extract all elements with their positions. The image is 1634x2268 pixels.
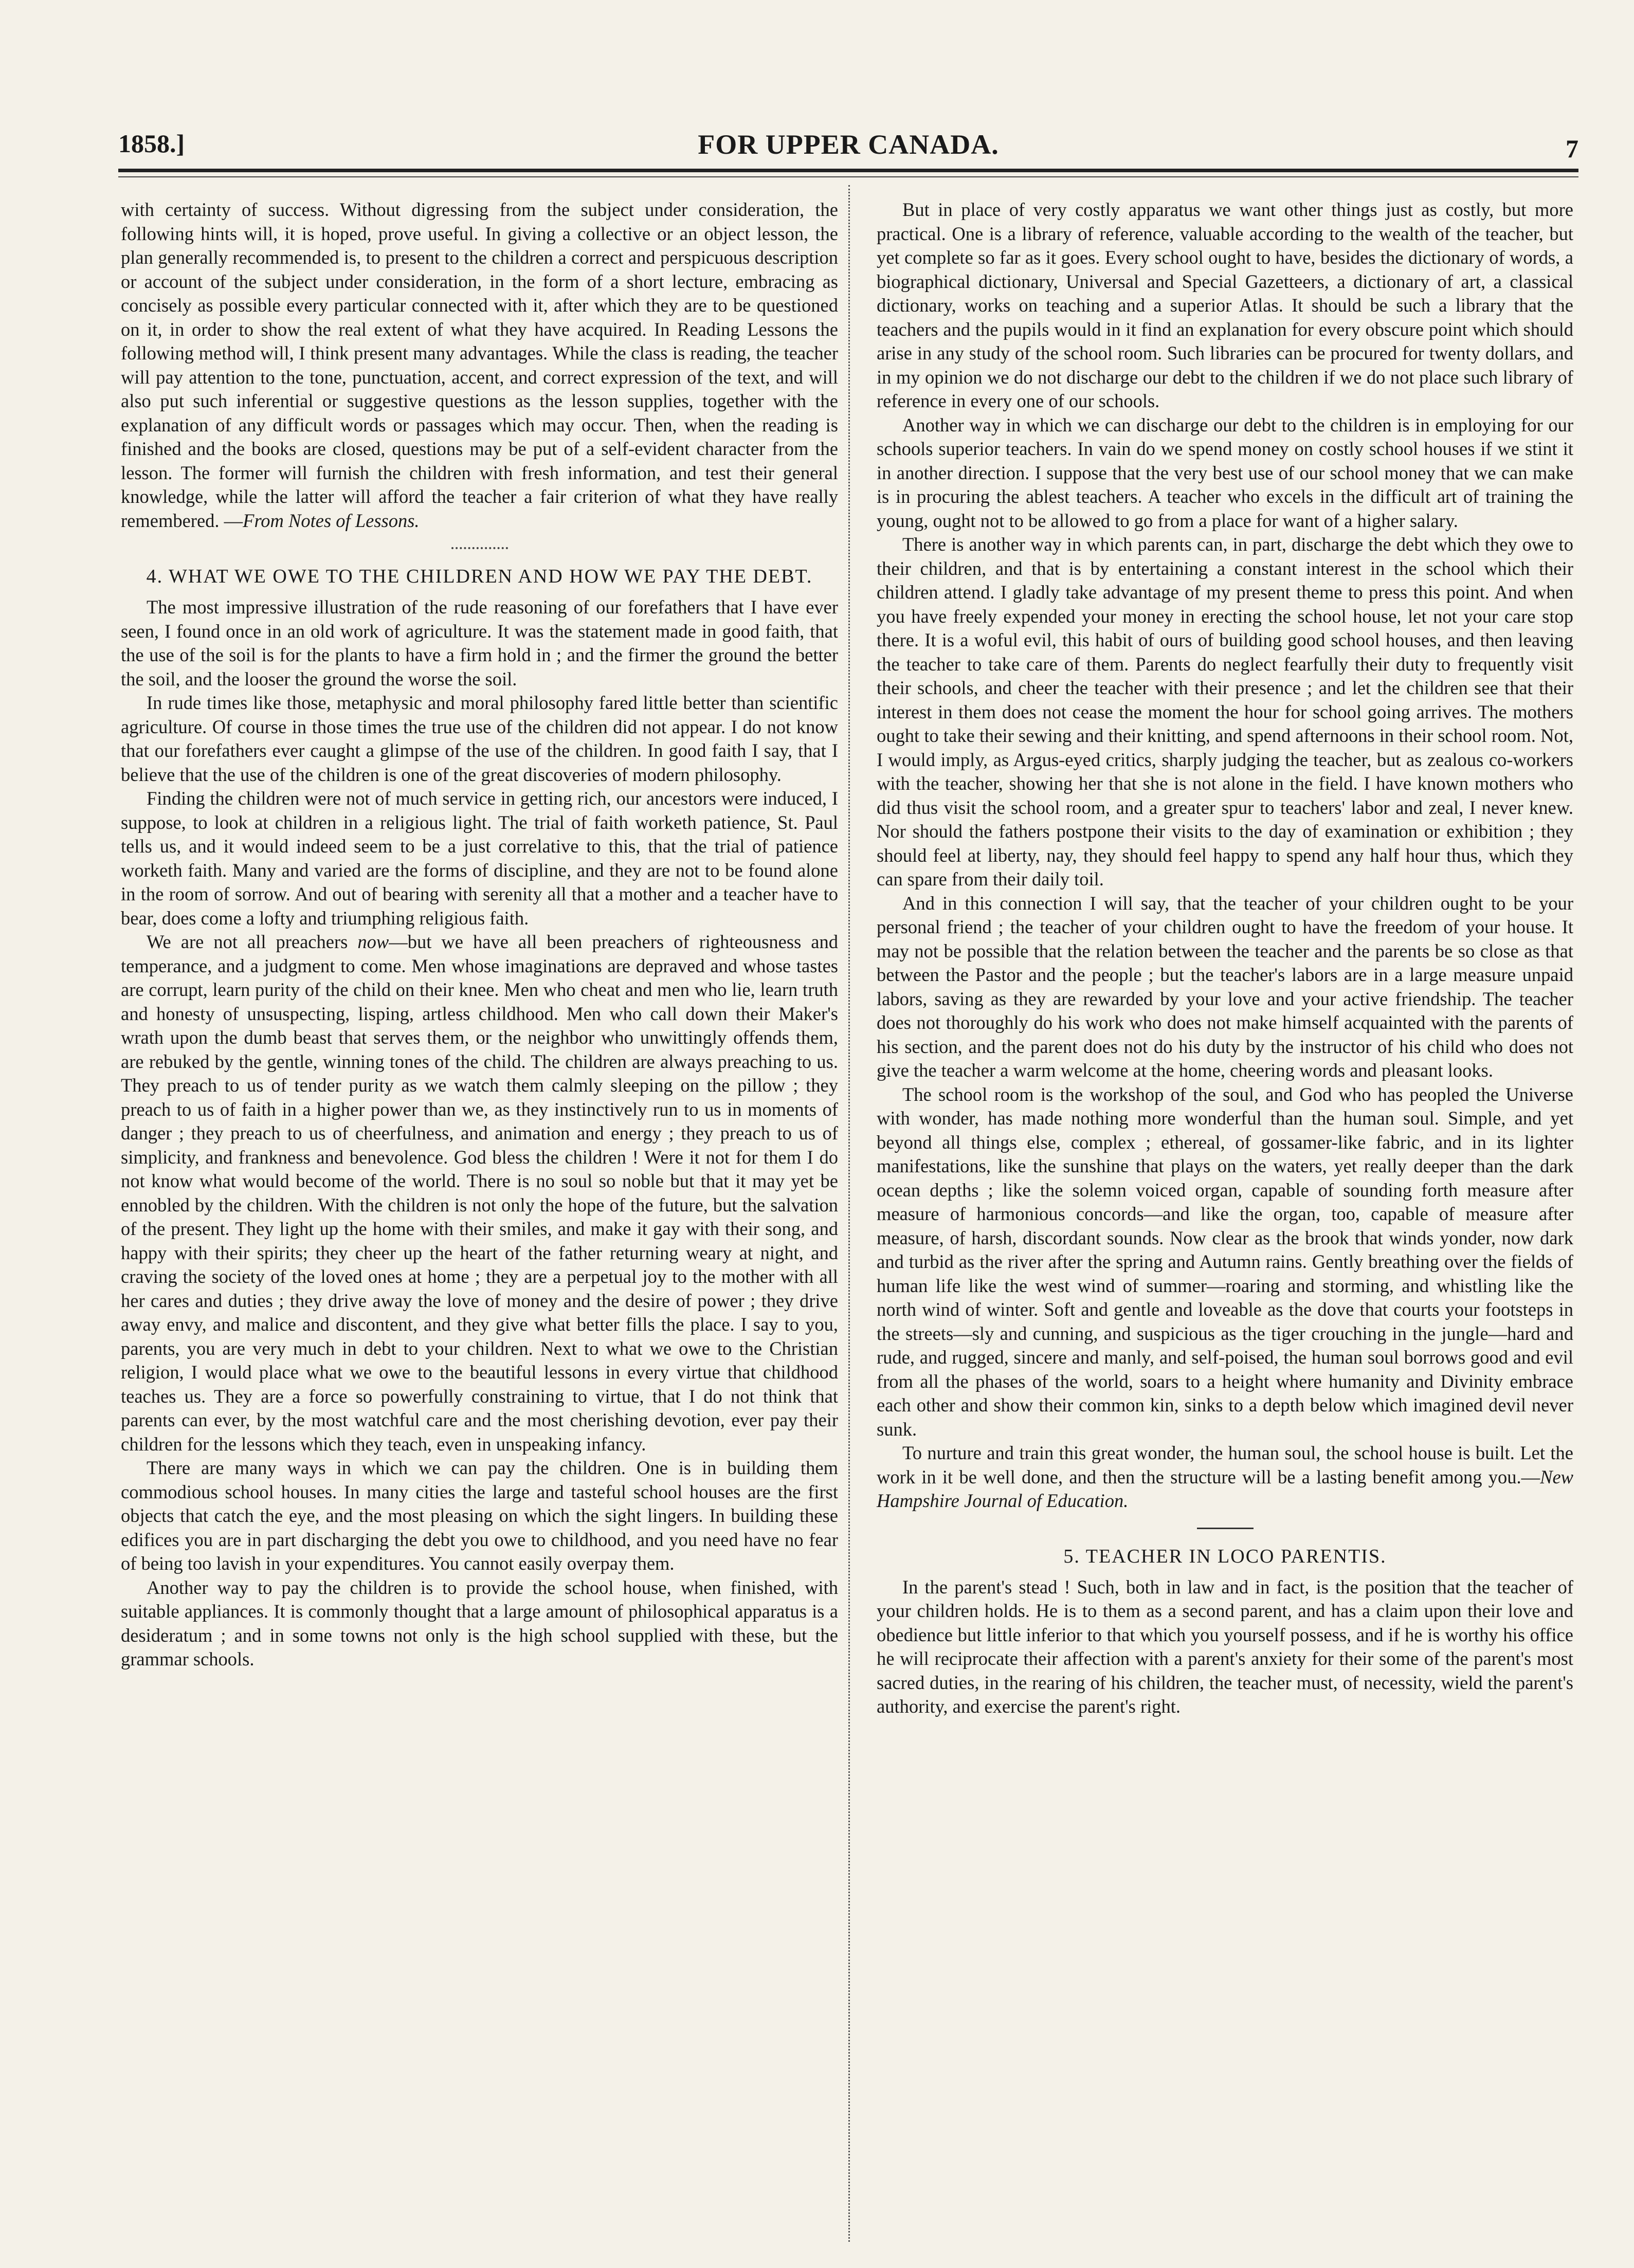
left-column xyxy=(121,198,838,1672)
header-title: FOR UPPER CANADA. xyxy=(698,129,999,160)
paragraph: In rude times like those, metaphysic and moral philosophy fared little better than scientific agriculture. Of course in those times the true use of the children did not appear. I do not know that our forefathers ever caught a glimpse of the use of the children. In good faith I say, that I believe that the use of the children is one of the great discoveries of modern philosophy. xyxy=(121,692,838,785)
paragraph: And in this connection I will say, that the teacher of your children ought to be your personal friend ; the teacher of your children ought to have the freedom of your house. It may not be possible that the relation between the teacher and the parents be so close as that between the Pastor and the people ; but the teacher's labors are in a large measure unpaid labors, saving as they are rewarded by your love and your active friendship. The teacher does not thoroughly do his work who does not make himself acquainted with the parents of his section, and the parent does not do his duty by the instructor of his child who does not give the teacher a warm welcome at the home, cheering words and pleasant looks. xyxy=(877,892,1573,1081)
source-citation: New Hampshire Journal of Education. xyxy=(877,1466,1573,1511)
paragraph xyxy=(121,198,838,533)
header-rule-thick xyxy=(118,169,1578,172)
paragraph-text: To nurture and train this great wonder, the human soul, the school house is built. Let the work in it be well done, and then the structure will be a lasting benefit among you.— xyxy=(877,1442,1573,1487)
header-rule-thin xyxy=(118,176,1578,177)
paragraph: Finding the children were not of much service in getting rich, our ancestors were induced, I suppose, to look at children in a religious light. The trial of faith worketh patience, St. Paul tells us, and it would indeed seem to be a just correlative to this, that the trial of patience worketh faith. Many and varied are the forms of discipline, and they are not to be found alone in the room of sorrow. And out of bearing with serenity all that a mother and a teacher have to bear, does come a lofty and triumphing religious faith. xyxy=(121,788,838,929)
section-separator xyxy=(451,547,508,549)
paragraph-text: We are not all preachers xyxy=(147,931,348,952)
paragraph: The school room is the workshop of the soul, and God who has peopled the Universe with wonder, has made nothing more wonderful than the human soul. Simple, and yet beyond all things else, complex ; ethereal, of gossamer-like fabric, and in its lighter manifestations, like the sunshine that plays on the waters, yet really deeper than the dark ocean depths ; like the solemn voiced organ, capable of sounding forth measure after measure of harmonious concords—and like the organ, too, capable of measure after measure, of harsh, discordant sounds. Now clear as the brook that winds yonder, now dark and turbid as the river after the spring and Autumn rains. Gently breathing over the fields of human life like the west wind of summer—roaring and storming, and whistling like the north wind of winter. Soft and gentle and loveable as the dove that courts your footsteps in the streets—sly and cunning, and suspicious as the tiger crouching in the jungle—hard and rude, and rugged, sincere and manly, and self-poised, the human soul borrows good and evil from all the phases of the world, soars to a height where humanity and Divinity embrace each other and show their common kin, sinks to a depth below which imagined devil never sunk. xyxy=(877,1083,1573,1440)
paragraph: But in place of very costly apparatus we want other things just as costly, but more practical. One is a library of reference, valuable according to the wealth of the teacher, but yet complete so far as it goes. Every school ought to have, besides the dictionary of words, a biographical dictionary, Universal and Special Gazetteers, a dictionary of art, a classical dictionary, works on teaching and a superior Atlas. It should be such a library that the teachers and the pupils would in it find an explanation for every obscure point which should arise in any study of the school room. Such libraries can be procured for twenty dollars, and in my opinion we do not discharge our debt to the children if we do not place such library of reference in every one of our schools. xyxy=(877,199,1573,411)
running-header xyxy=(118,129,1578,170)
paragraph-text: —but we have all been preachers of righteousness and temperance, and a judgment to come. Men whose imaginations are depraved and whose tastes are corrupt, learn purity of the child on their knee. Men who cheat and men who lie, learn truth and honesty of unsuspecting, lisping, artless childhood. Men who call down their Maker's wrath upon the dumb beast that serves them, or the neighbor who unwittingly offends them, are rebuked by the gentle, winning tones of the child. The children are always preaching to us. They preach to us of tender purity as we watch them calmly sleeping on the pillow ; they preach to us of faith in a higher power than we, as they instinctively run to us in moments of danger ; they preach to us of cheerfulness, and animation and energy ; they preach to us of simplicity, and frankness and benevolence. God bless the children ! Were it not for them I do not know what would become of the world. There is no soul so noble but that it may yet be ennobled by the children. With the children is not only the hope of the future, but the salvation of the present. They light up the home with their smiles, and make it gay with their song, and happy with their spirits; they cheer up the heart of the father returning weary at night, and craving the society of the loved ones at home ; they are a perpetual joy to the mother with all her cares and duties ; they drive away the love of money and the desire of power ; they drive away envy, and malice and discontent, and they give what better fills the place. I say to you, parents, you are very much in debt to your children. Next to what we owe to the Christian religion, I would place what we owe to the beautiful lessons in every virtue that childhood teaches us. They are a force so powerfully constraining to virtue, that I do not think that parents can ever, by the most watchful care and the most cherishing devotion, ever pay their children for the lessons which they teach, even in unspeaking infancy. xyxy=(121,931,839,1455)
right-column xyxy=(877,198,1573,1719)
paragraph: There is another way in which parents can, in part, discharge the debt which they owe to their children, and that is by entertaining a constant interest in the school which their children attend. I gladly take advantage of my present theme to press this point. And when you have freely expended your money in erecting the school house, let not your care stop there. It is a woful evil, this habit of ours of building good school houses, and then leaving the teacher to take care of them. Parents do neglect fearfully their duty to frequently visit their schools, and cheer the teacher with their presence ; and let the children see that their interest in them does not cease the moment the hour for school going arrives. The mothers ought to take their sewing and their knitting, and spend afternoons in their school room. Not, I would imply, as Argus-eyed critics, sharply judging the teacher, but as zealous co-workers with the teacher, showing her that she is not alone in the field. I have known mothers who did thus visit the school room, and a greater spur to teachers' labor and zeal, I never knew. Nor should the fathers postpone their visits to the day of examination or exhibition ; they should feel at liberty, nay, they should feel happy to spend any half hour thus, which they can spare from their daily toil. xyxy=(877,534,1573,890)
emphasis: now xyxy=(357,931,389,952)
section-5-title: 5. TEACHER IN LOCO PARENTIS. xyxy=(1063,1545,1387,1567)
paragraph-text: with certainty of success. Without digressing from the subject under consideration, the following hints will, it is hoped, prove useful. In giving a collective or an object lesson, the plan generally recommended is, to present to the children a correct and perspicuous description or account of the subject under consideration, in the form of a short lecture, embracing as concisely as possible every particular connected with it, after which they are to be questioned on it, in order to show the real extent of what they have acquired. In Reading Lessons the following method will, I think present many advantages. While the class is reading, the teacher will pay attention to the tone, punctuation, accent, and correct expression of the text, and will also put such inferential or suggestive questions as the lesson supplies, together with the explanation of any difficult words or passages which may occur. Then, when the reading is finished and the books are closed, questions may be put of a self-evident character from the lesson. The former will furnish the children with fresh information, and test their general knowledge, while the latter will afford the teacher a fair criterion of what they have really remembered. — xyxy=(121,199,838,531)
column-divider xyxy=(848,185,851,2242)
page-number: 7 xyxy=(1566,134,1578,163)
paragraph: There are many ways in which we can pay the children. One is in building them commodious school houses. In many cities the large and tasteful school houses are the first objects that catch the eye, and the most pleasing on which the sight lingers. In building these edifices you are in part discharging the debt you owe to childhood, and you need have no fear of being too lavish in your expenditures. You cannot easily overpay them. xyxy=(121,1457,838,1574)
paragraph: In the parent's stead ! Such, both in law and in fact, is the position that the teacher of your children holds. He is to them as a second parent, and has a claim upon their love and obedience but little inferior to that which you yourself possess, and if he is worthy his office he will reciprocate their affection with a parent's anxiety for their some of the parent's most sacred duties, in the rearing of his children, the teacher must, of necessity, wield the parent's authority, and exercise the parent's right. xyxy=(877,1576,1573,1717)
paragraph xyxy=(121,930,838,1456)
header-date: 1858.] xyxy=(118,129,185,158)
paragraph: Another way in which we can discharge our debt to the children is in employing for our schools superior teachers. In vain do we spend money on costly school houses if we stint it in another direction. I suppose that the very best use of our school money that we can make is in procuring the ablest teachers. A teacher who excels in the difficult art of training the young, ought not to be allowed to go from a place for want of a higher salary. xyxy=(877,414,1573,531)
paragraph: The most impressive illustration of the rude reasoning of our forefathers that I have ever seen, I found once in an old work of agriculture. It was the statement made in good faith, that the use of the soil is for the plants to have a firm hold in ; and the firmer the ground the better the soil, and the looser the ground the worse the soil. xyxy=(121,596,838,690)
paragraph: Another way to pay the children is to provide the school house, when finished, with suitable appliances. It is commonly thought that a large amount of philosophical apparatus is a desideratum ; and in some towns not only is the high school supplied with these, but the grammar schools. xyxy=(121,1576,838,1670)
section-separator xyxy=(1197,1528,1254,1529)
source-citation: From Notes of Lessons. xyxy=(243,510,420,531)
section-4-title: 4. WHAT WE OWE TO THE CHILDREN AND HOW WE PAY THE DEBT. xyxy=(146,566,813,587)
paragraph xyxy=(877,1441,1573,1513)
